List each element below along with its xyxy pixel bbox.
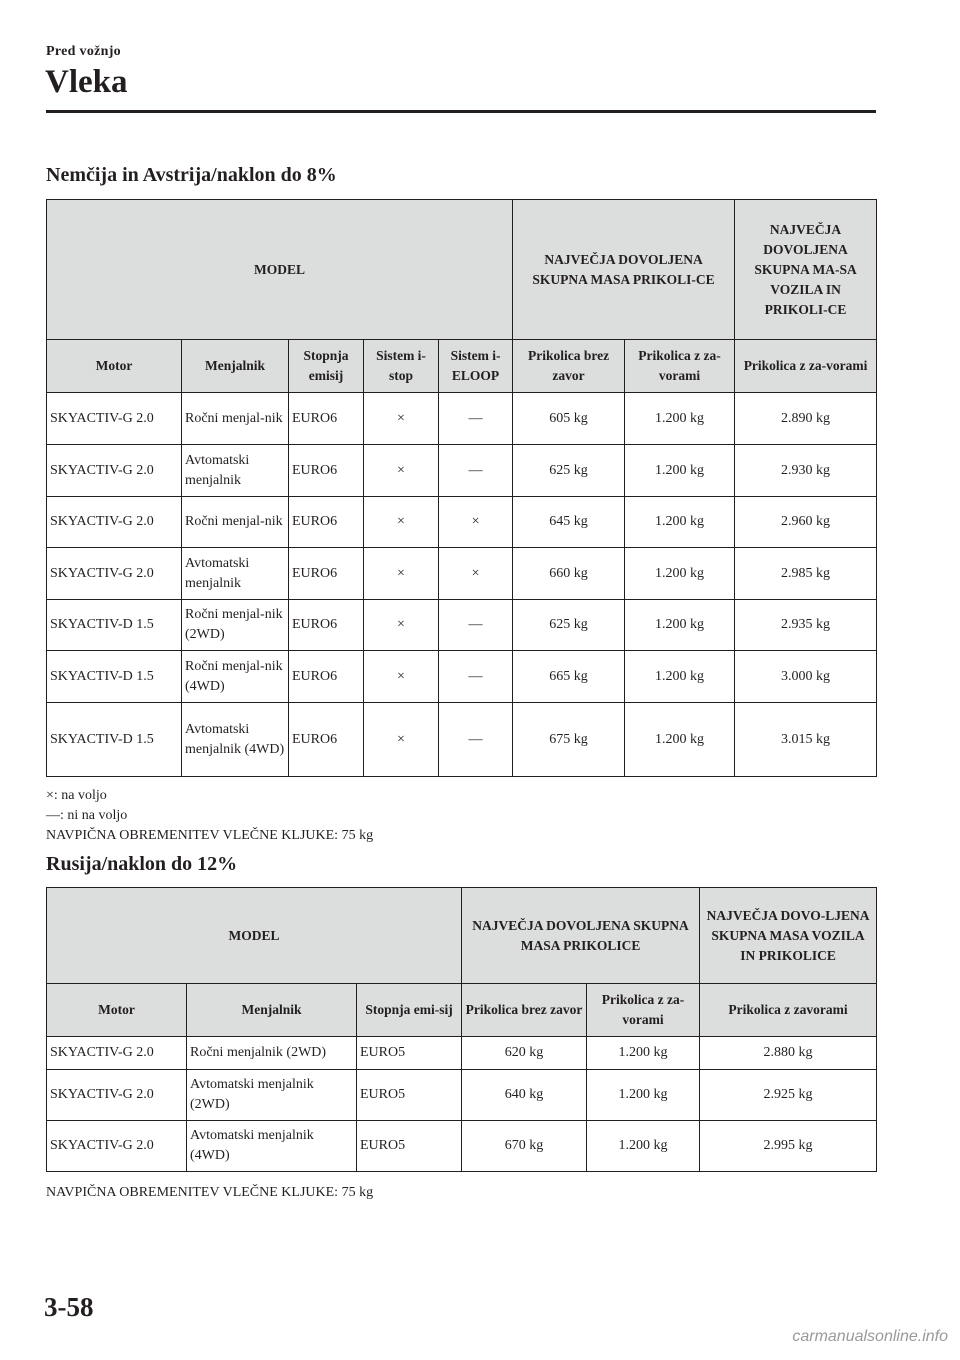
table-cell: SKYACTIV-D 1.5 xyxy=(47,703,182,777)
table-cell: 3.000 kg xyxy=(735,651,877,703)
table2-heading: Rusija/naklon do 12% xyxy=(46,853,238,875)
table-cell: 2.985 kg xyxy=(735,548,877,600)
table-cell: 2.935 kg xyxy=(735,600,877,651)
table-row xyxy=(47,1121,877,1172)
tongue-load-note: NAVPIČNA OBREMENITEV VLEČNE KLJUKE: 75 kg xyxy=(46,1185,374,1200)
page-number: 3-58 xyxy=(44,1292,94,1322)
column-header: Prikolica brez zavor xyxy=(513,340,625,393)
table-cell: × xyxy=(364,600,439,651)
table-cell: SKYACTIV-D 1.5 xyxy=(47,600,182,651)
table-cell: 640 kg xyxy=(462,1070,587,1121)
column-header: Prikolica brez zavor xyxy=(462,984,587,1037)
table-cell: × xyxy=(439,548,513,600)
table-cell: Ročni menjal-nik xyxy=(182,497,289,548)
table-cell: EURO5 xyxy=(357,1037,462,1070)
max-trailer-mass-header: NAJVEČJA DOVOLJENA SKUPNA MASA PRIKOLI-CE xyxy=(513,200,735,340)
column-header: Stopnja emisij xyxy=(289,340,364,393)
table-cell: — xyxy=(439,393,513,445)
table-cell: Ročni menjalnik (2WD) xyxy=(187,1037,357,1070)
table-cell: 1.200 kg xyxy=(625,703,735,777)
table-cell: 1.200 kg xyxy=(625,600,735,651)
section-label: Pred vožnjo xyxy=(46,44,121,59)
model-group-header: MODEL xyxy=(47,888,462,984)
table-cell: EURO6 xyxy=(289,548,364,600)
table-cell: Avtomatski menjalnik (4WD) xyxy=(187,1121,357,1172)
table1-heading: Nemčija in Avstrija/naklon do 8% xyxy=(46,164,337,186)
page-title: Vleka xyxy=(45,64,128,100)
table-cell: SKYACTIV-G 2.0 xyxy=(47,1070,187,1121)
table-cell: EURO6 xyxy=(289,600,364,651)
table-cell: Ročni menjal-nik (2WD) xyxy=(182,600,289,651)
model-group-header: MODEL xyxy=(47,200,513,340)
table-cell: × xyxy=(364,651,439,703)
table-cell: EURO6 xyxy=(289,445,364,497)
column-header: Motor xyxy=(47,984,187,1037)
table-cell: 2.930 kg xyxy=(735,445,877,497)
table-row xyxy=(47,651,877,703)
table-cell: 1.200 kg xyxy=(587,1121,700,1172)
table-cell: Ročni menjal-nik xyxy=(182,393,289,445)
table-cell: × xyxy=(364,393,439,445)
table-cell: 2.960 kg xyxy=(735,497,877,548)
table-cell: SKYACTIV-G 2.0 xyxy=(47,1121,187,1172)
table-cell: 1.200 kg xyxy=(625,651,735,703)
legend-available: ×: na voljo xyxy=(46,788,107,803)
table-cell: EURO6 xyxy=(289,651,364,703)
column-header: Prikolica z zavorami xyxy=(700,984,877,1037)
table-cell: 2.880 kg xyxy=(700,1037,877,1070)
watermark: carmanualsonline.info xyxy=(792,1328,948,1345)
table-cell: 1.200 kg xyxy=(625,393,735,445)
column-header: Stopnja emi-sij xyxy=(357,984,462,1037)
table-cell: EURO6 xyxy=(289,393,364,445)
table-row xyxy=(47,1070,877,1121)
column-header: Sistem i-stop xyxy=(364,340,439,393)
table-cell: × xyxy=(364,548,439,600)
table-cell: — xyxy=(439,651,513,703)
table-row xyxy=(47,445,877,497)
table-cell: 1.200 kg xyxy=(625,445,735,497)
table-cell: 3.015 kg xyxy=(735,703,877,777)
table-cell: — xyxy=(439,600,513,651)
table-cell: 1.200 kg xyxy=(587,1070,700,1121)
table-cell: EURO6 xyxy=(289,497,364,548)
column-header: Motor xyxy=(47,340,182,393)
table-cell: Avtomatski menjalnik (2WD) xyxy=(187,1070,357,1121)
table-cell: × xyxy=(364,497,439,548)
table-cell: — xyxy=(439,445,513,497)
max-trailer-mass-header: NAJVEČJA DOVOLJENA SKUPNA MASA PRIKOLICE xyxy=(462,888,700,984)
title-divider xyxy=(46,110,876,113)
legend-not-available: —: ni na voljo xyxy=(46,808,128,823)
table-cell: 625 kg xyxy=(513,600,625,651)
max-combined-mass-header: NAJVEČJA DOVOLJENA SKUPNA MA-SA VOZILA IN PRIKOLI-CE xyxy=(735,200,877,340)
table-cell: 1.200 kg xyxy=(625,548,735,600)
table-cell: 1.200 kg xyxy=(587,1037,700,1070)
table-cell: SKYACTIV-G 2.0 xyxy=(47,548,182,600)
table-cell: SKYACTIV-G 2.0 xyxy=(47,1037,187,1070)
table-row xyxy=(47,703,877,777)
table-cell: Avtomatski menjalnik (4WD) xyxy=(182,703,289,777)
table-row xyxy=(47,600,877,651)
table-cell: SKYACTIV-G 2.0 xyxy=(47,445,182,497)
table-cell: × xyxy=(439,497,513,548)
table-cell: 2.890 kg xyxy=(735,393,877,445)
table-row xyxy=(47,548,877,600)
table-cell: × xyxy=(364,703,439,777)
table-cell: × xyxy=(364,445,439,497)
max-combined-mass-header: NAJVEČJA DOVO-LJENA SKUPNA MASA VOZILA IN PRIKOLICE xyxy=(700,888,877,984)
table-cell: 670 kg xyxy=(462,1121,587,1172)
tongue-load-note: NAVPIČNA OBREMENITEV VLEČNE KLJUKE: 75 kg xyxy=(46,828,374,843)
column-header: Prikolica z za-vorami xyxy=(735,340,877,393)
column-header: Menjalnik xyxy=(187,984,357,1037)
table-cell: 665 kg xyxy=(513,651,625,703)
table-cell: 2.995 kg xyxy=(700,1121,877,1172)
table-cell: EURO6 xyxy=(289,703,364,777)
towing-table-russia xyxy=(46,887,877,1172)
table-row xyxy=(47,1037,877,1070)
table-cell: SKYACTIV-G 2.0 xyxy=(47,497,182,548)
table-cell: 625 kg xyxy=(513,445,625,497)
table-cell: — xyxy=(439,703,513,777)
column-header: Prikolica z za-vorami xyxy=(587,984,700,1037)
table-cell: 675 kg xyxy=(513,703,625,777)
table-cell: 1.200 kg xyxy=(625,497,735,548)
towing-table-germany-austria xyxy=(46,199,877,777)
table-cell: Avtomatski menjalnik xyxy=(182,548,289,600)
table-cell: EURO5 xyxy=(357,1121,462,1172)
table-row xyxy=(47,393,877,445)
table-cell: 2.925 kg xyxy=(700,1070,877,1121)
table-cell: 660 kg xyxy=(513,548,625,600)
table-cell: SKYACTIV-D 1.5 xyxy=(47,651,182,703)
table-cell: 645 kg xyxy=(513,497,625,548)
column-header: Prikolica z za-vorami xyxy=(625,340,735,393)
table-cell: SKYACTIV-G 2.0 xyxy=(47,393,182,445)
table-cell: 620 kg xyxy=(462,1037,587,1070)
table-cell: Ročni menjal-nik (4WD) xyxy=(182,651,289,703)
column-header: Sistem i-ELOOP xyxy=(439,340,513,393)
column-header: Menjalnik xyxy=(182,340,289,393)
table-row xyxy=(47,497,877,548)
table-cell: Avtomatski menjalnik xyxy=(182,445,289,497)
table-cell: EURO5 xyxy=(357,1070,462,1121)
table-cell: 605 kg xyxy=(513,393,625,445)
